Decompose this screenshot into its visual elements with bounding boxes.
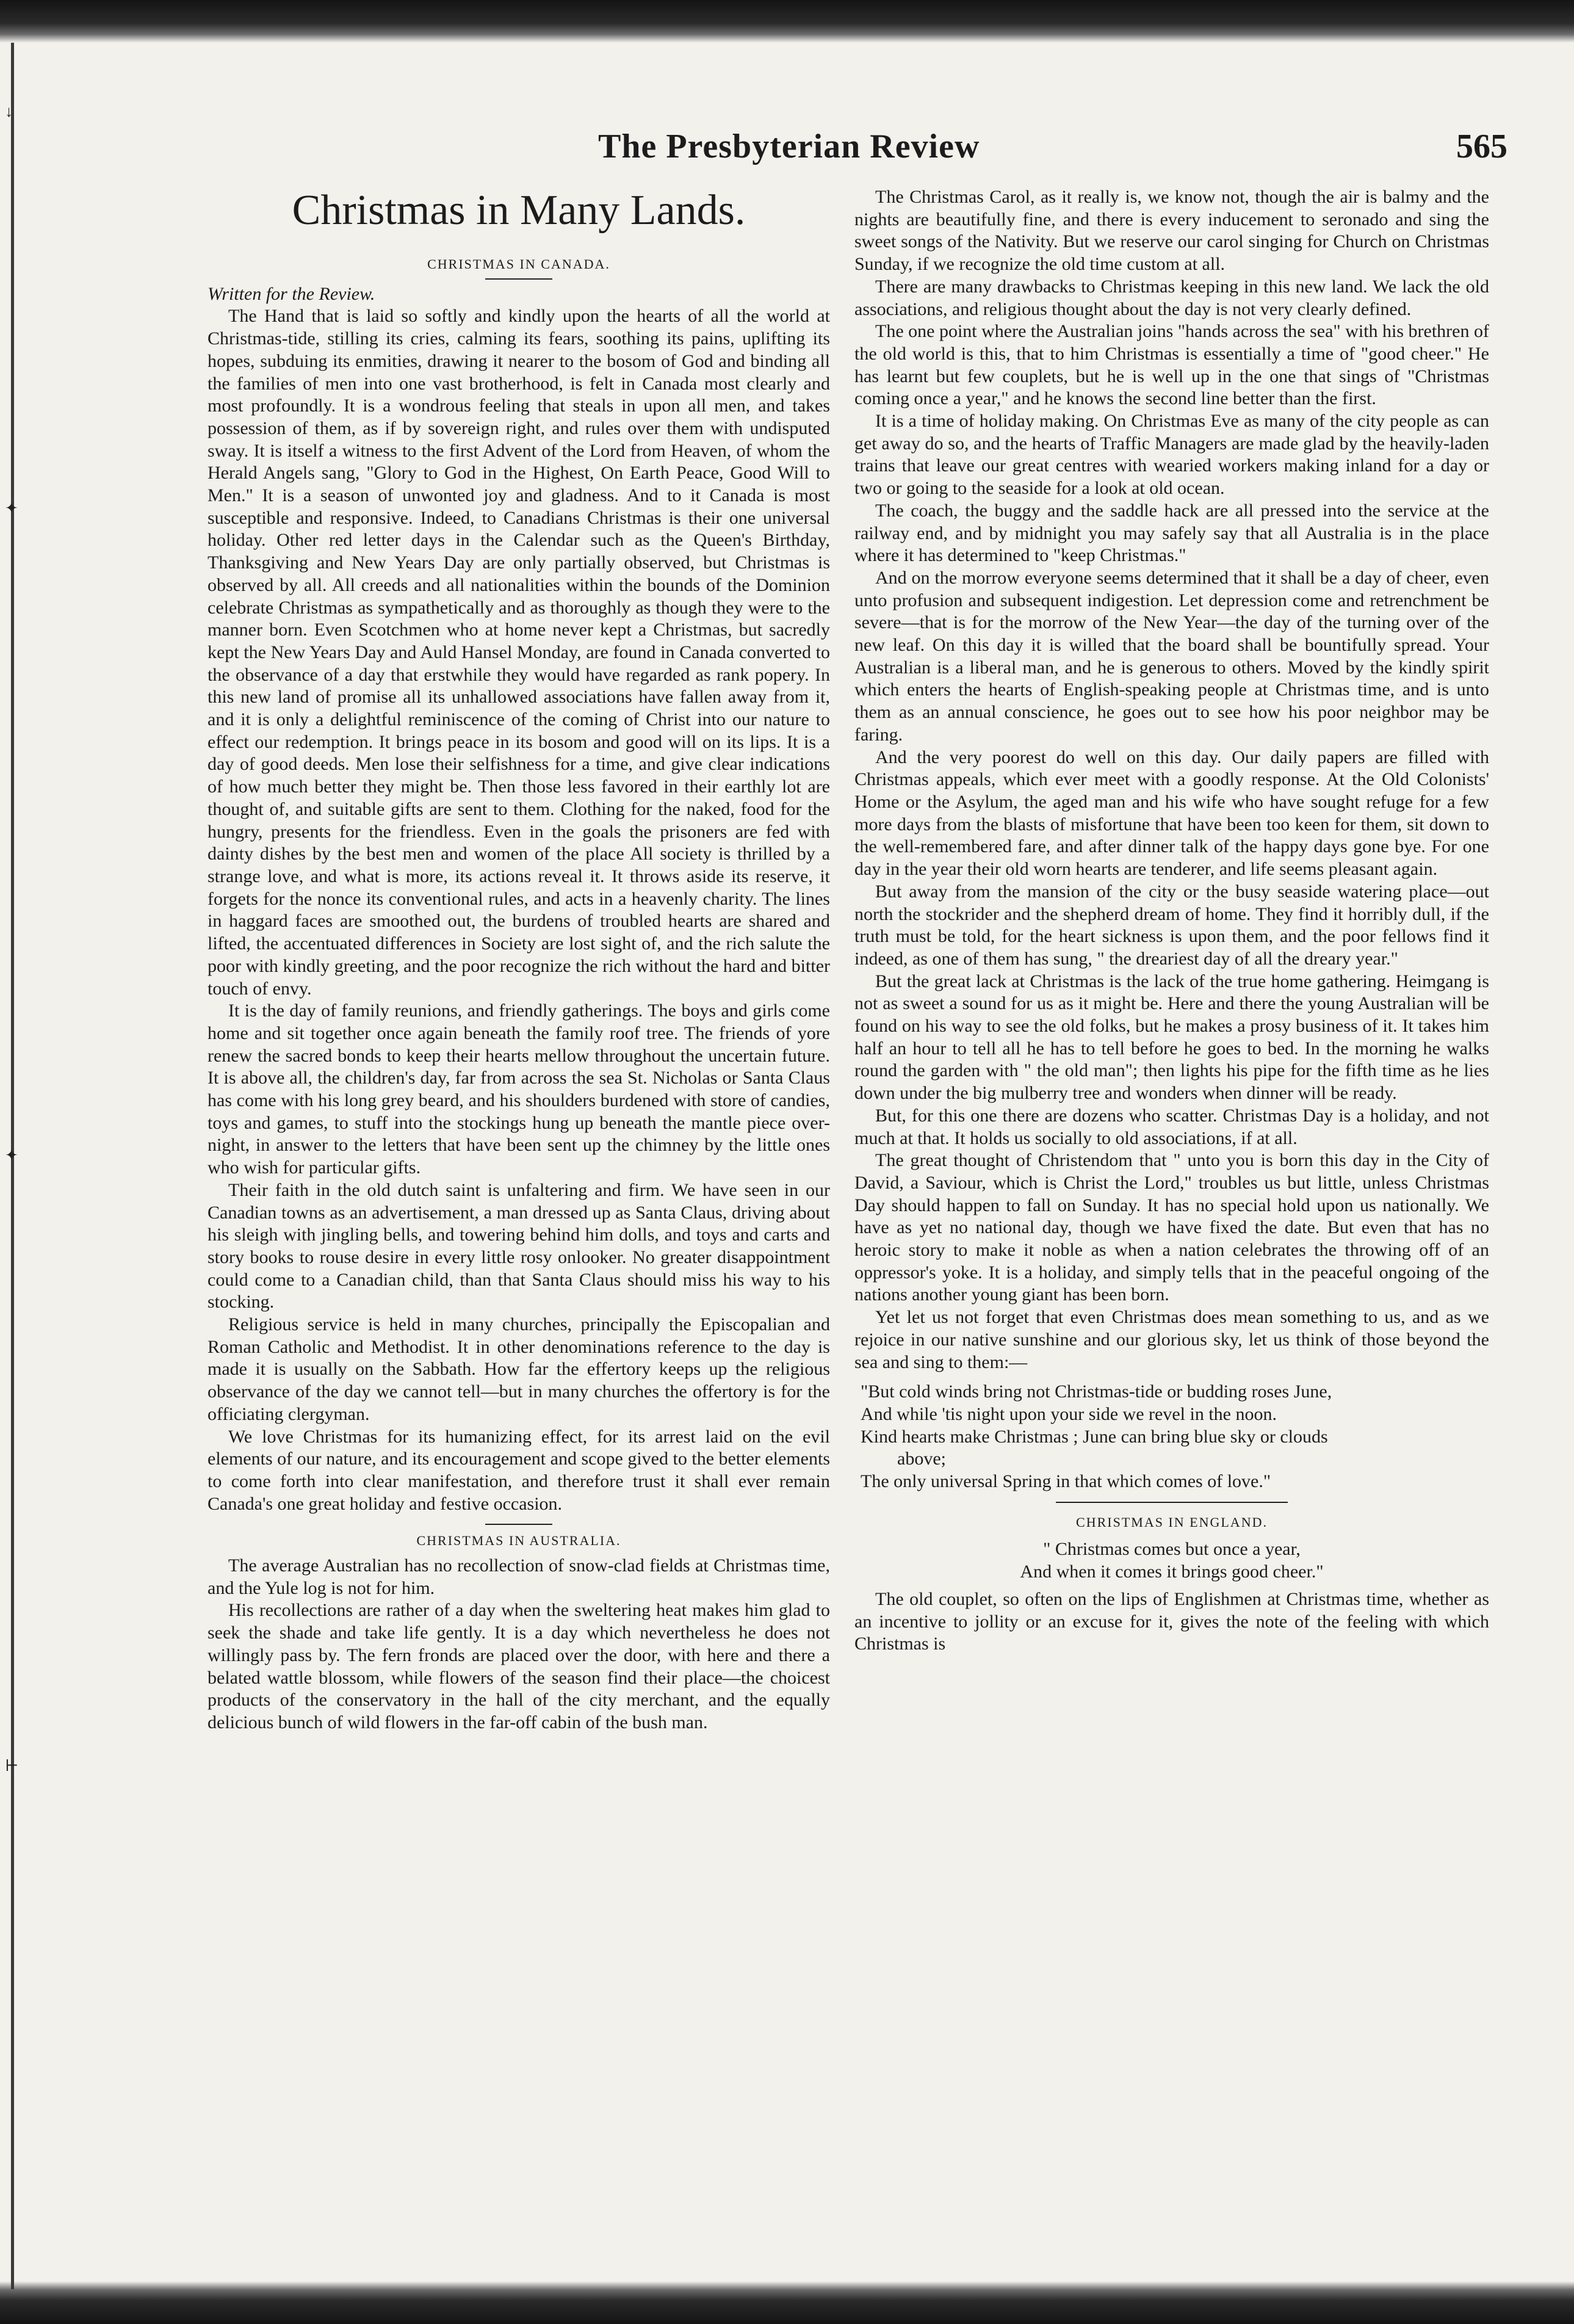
paragraph: The coach, the buggy and the saddle hack are all pressed into the service at the railway end, and by midnight you may safely say that all Australia is in the place where it has determined to "keep Christmas." xyxy=(854,500,1489,566)
paragraph: Religious service is held in many churches, principally the Episcopalian and Roman Catholic and Methodist. It in other denominations reference to the day is made it is usually on the Sabbath. How far the effertory keeps up the religious observance of the day we cannot tell—but in many churches the offertory is for the officiating clergyman. xyxy=(208,1314,830,1424)
poem-line: And while 'tis night upon your side we revel in the noon. xyxy=(861,1403,1277,1424)
paragraph: The old couplet, so often on the lips of Englishmen at Christmas time, whether as an incentive to jollity or an excuse for it, gives the note of the feeling with which Christmas is xyxy=(854,1588,1489,1654)
section-heading-australia: CHRISTMAS IN AUSTRALIA. xyxy=(416,1533,621,1549)
article-title: Christmas in Many Lands. xyxy=(292,187,746,234)
paragraph: Yet let us not forget that even Christmas does mean something to us, and as we rejoice in our native sunshine and our glorious sky, let us think of those beyond the sea and sing to them:— xyxy=(854,1307,1489,1372)
binding-rule xyxy=(11,43,14,2289)
paragraph: But, for this one there are dozens who scatter. Christmas Day is a holiday, and not much at that. It holds us socially to old associations, if at all. xyxy=(854,1105,1489,1148)
journal-title: The Presbyterian Review xyxy=(598,128,980,165)
paragraph: But away from the mansion of the city or the busy seaside watering place—out north the stockrider and the shepherd dream of home. They find it horribly dull, if the truth must be told, for the heart sickness is upon them, and the poor fellows find it indeed, as one of them has sung, " the dreariest day of all the dreary year." xyxy=(854,881,1489,969)
divider xyxy=(485,278,552,280)
paragraph: It is the day of family reunions, and friendly gatherings. The boys and girls come home and sit together once again beneath the family roof tree. The friends of yore renew the sacred bonds to keep their hearts mellow throughout the uncertain future. It is above all, the children's day, far from across the sea St. Nicholas or Santa Claus has come with his long grey beard, and his shoulders burdened with store of candies, toys and games, to stuff into the stockings hung up beneath the mantle piece over-night, in answer to the letters that have been sent up the chimney by the little ones who wish for particular gifts. xyxy=(208,1001,830,1178)
paragraph: And on the morrow everyone seems determined that it shall be a day of cheer, even unto profusion and subsequent indigestion. Let depression come and retrenchment be severe—that is for the morrow of the New Year—the day of the turning over of the new leaf. On this day it is willed that the board shall be bountifully spread. Your Australian is a liberal man, and he is generous to others. Moved by the kindly spirit which enters the hearts of English-speaking people at Christmas time, and is unto them as an annual conscience, he goes out to see how his poor neighbor may be faring. xyxy=(854,567,1489,745)
byline: Written for the Review. xyxy=(208,283,375,304)
couplet xyxy=(854,1538,1489,1583)
couplet-line: " Christmas comes but once a year, xyxy=(1043,1539,1301,1560)
paragraph: It is a time of holiday making. On Christmas Eve as many of the city people as can get away do so, and the hearts of Traffic Managers are made glad by the heavily-laden trains that leave our great centres with wearied workers making inland for a day or two or going to the seaside for a look at old ocean. xyxy=(854,411,1489,499)
margin-arrow-icon: ↓ xyxy=(5,103,13,120)
couplet-line: And when it comes it brings good cheer." xyxy=(1020,1562,1324,1582)
running-header xyxy=(201,127,1507,176)
paragraph: There are many drawbacks to Christmas keeping in this new land. We lack the old associations, and religious thought about the day is not very clearly defined. xyxy=(854,276,1489,319)
poem-line: above; xyxy=(897,1449,946,1469)
paragraph: The great thought of Christendom that " unto you is born this day in the City of David, a Saviour, which is Christ the Lord," troubles us but little, unless Christmas Day should happen to fall on Sunday. It has no special hold upon us nationally. We have as yet no national day, though we have fixed the date. But even that has no heroic story to make it noble as when a nation celebrates the throwing off of an oppressor's yoke. It is a holiday, and simply tells that in the peaceful ongoing of the nations another young giant has been born. xyxy=(854,1150,1489,1305)
margin-arrow-icon: ✦ xyxy=(5,499,18,517)
poem xyxy=(854,1381,1489,1493)
poem-line: Kind hearts make Christmas ; June can bring blue sky or clouds xyxy=(861,1426,1328,1447)
left-column xyxy=(208,186,830,1734)
paragraph: His recollections are rather of a day when the sweltering heat makes him glad to seek the shade and take life gently. It is a day which nevertheless he does not willingly pass by. The fern fronds are placed over the door, with here and there a belated wattle blossom, while flowers of the season find their place—the choicest products of the conservatory in the hall of the city merchant, and the equally delicious bunch of wild flowers in the far-off cabin of the bush man. xyxy=(208,1600,830,1732)
section-heading-canada: CHRISTMAS IN CANADA. xyxy=(427,256,610,272)
divider xyxy=(485,1524,552,1525)
paragraph: But the great lack at Christmas is the lack of the true home gathering. Heimgang is not as sweet a sound for us as it might be. Here and there the young Australian will be found on his way to see the old folks, but he makes a prosy business of it. It takes him half an hour to tell all he has to tell before he goes to bed. In the morning he walks round the garden with " the old man"; then lights his pipe for the fifth time as he lies down under the big mulberry tree and wonders when dinner will be ready. xyxy=(854,971,1489,1104)
poem-line: The only universal Spring in that which comes of love." xyxy=(861,1471,1271,1492)
paragraph: The one point where the Australian joins "hands across the sea" with his brethren of the old world is this, that to him Christmas is essentially a time of "good cheer." He has learnt but few couplets, but he is well up in the one that sings of "Christmas coming once a year," and he knows the second line better than the first. xyxy=(854,321,1489,409)
divider xyxy=(1056,1502,1288,1503)
paragraph: And the very poorest do well on this day. Our daily papers are filled with Christmas appeals, which ever meet with a goodly response. At the Old Colonists' Home or the Asylum, the aged man and his wife who have sought refuge for a few more days from the blasts of misfortune that have been too keen for them, sit down to the well-remembered fare, and after dinner talk of the happy days gone bye. For one day in the year their old worn hearts are tenderer, and life seems pleasant again. xyxy=(854,747,1489,880)
paragraph: The average Australian has no recollection of snow-clad fields at Christmas time, and the Yule log is not for him. xyxy=(208,1555,830,1598)
page-number: 565 xyxy=(1456,128,1507,165)
paragraph: We love Christmas for its humanizing effect, for its arrest laid on the evil elements of our nature, and its encouragement and scope gived to the better elements to come forth into clear manifestation, and therefore trust it shall ever remain Canada's one great holiday and festive occasion. xyxy=(208,1426,830,1514)
scan-bottom-edge xyxy=(0,2281,1574,2324)
paragraph: Their faith in the old dutch saint is unfaltering and firm. We have seen in our Canadian towns as an advertisement, a man dressed up as Santa Claus, driving about his sleigh with jingling bells, and towering behind him dolls, and toys and carts and story books to rouse desire in every little rosy onlooker. No greater disappointment could come to a Canadian child, than that Santa Claus should miss his way to his stocking. xyxy=(208,1179,830,1312)
scan-top-edge xyxy=(0,0,1574,43)
right-column xyxy=(854,186,1489,1656)
paragraph: The Christmas Carol, as it really is, we know not, though the air is balmy and the nights are beautifully fine, and there is every inducement to seronado and sing the sweet songs of the Nativity. But we reserve our carol singing for Church on Christmas Sunday, if we recognize the old time custom at all. xyxy=(854,187,1489,275)
margin-arrow-icon: ✦ xyxy=(5,1146,18,1164)
margin-arrow-icon: ⊢ xyxy=(5,1757,19,1775)
poem-line: "But cold winds bring not Christmas-tide or budding roses June, xyxy=(861,1381,1332,1402)
section-heading-england: CHRISTMAS IN ENGLAND. xyxy=(1076,1514,1268,1530)
paragraph: The Hand that is laid so softly and kindly upon the hearts of all the world at Christmas-tide, stilling its cries, calming its fears, soothing its pains, uplifting its hopes, subduing its enmities, drawing it nearer to the bosom of God and binding all the families of men into one vast brotherhood, is felt in Canada most clearly and most profoundly. It is a wondrous feeling that steals in upon all men, and takes possession of them, as if by sovereign right, and rules over them with undisputed sway. It is itself a witness to the first Advent of the Lord from Heaven, of whom the Herald Angels sang, "Glory to God in the Highest, On Earth Peace, Good Will to Men." It is a season of unwonted joy and gladness. And to it Canada is most susceptible and responsive. Indeed, to Canadians Christmas is their one universal holiday. Other red letter days in the Calendar such as the Queen's Birthday, Thanksgiving and New Years Day are only partially observed, but Christmas is observed by all. All creeds and all nationalities within the bounds of the Dominion celebrate Christmas as sympathetically and as thoroughly as though they were to the manner born. Even Scotchmen who at home never kept a Christmas, but sacredly kept the New Years Day and Auld Hansel Monday, are found in Canada converted to the observance of a day that erstwhile they would have regarded as rank popery. In this new land of promise all its unhallowed associations have fallen away from it, and it is only a delightful reminiscence of the coming of Christ into our nature to effect our redemption. It brings peace in its bosom and good will on its lips. It is a day of good deeds. Men lose their selfishness for a time, and give clear indications of how much better they might be. Then those less favored in their earthly lot are thought of, and suitable gifts are sent to them. Clothing for the naked, food for the hungry, presents for the friendless. Even in the goals the prisoners are fed with dainty dishes by the best men and women of the place All society is thrilled by a strange love, and what is more, its actions reveal it. It throws aside its reserve, it forgets for the nonce its conventional rules, and acts in a heavenly charity. The lines in haggard faces are smoothed out, the burdens of troubled hearts are shared and lifted, the accentuated differences in Society are lost sight of, and the rich salute the poor with kindly greeting, and the poor recognize the rich without the hard and bitter touch of envy. xyxy=(208,306,830,999)
